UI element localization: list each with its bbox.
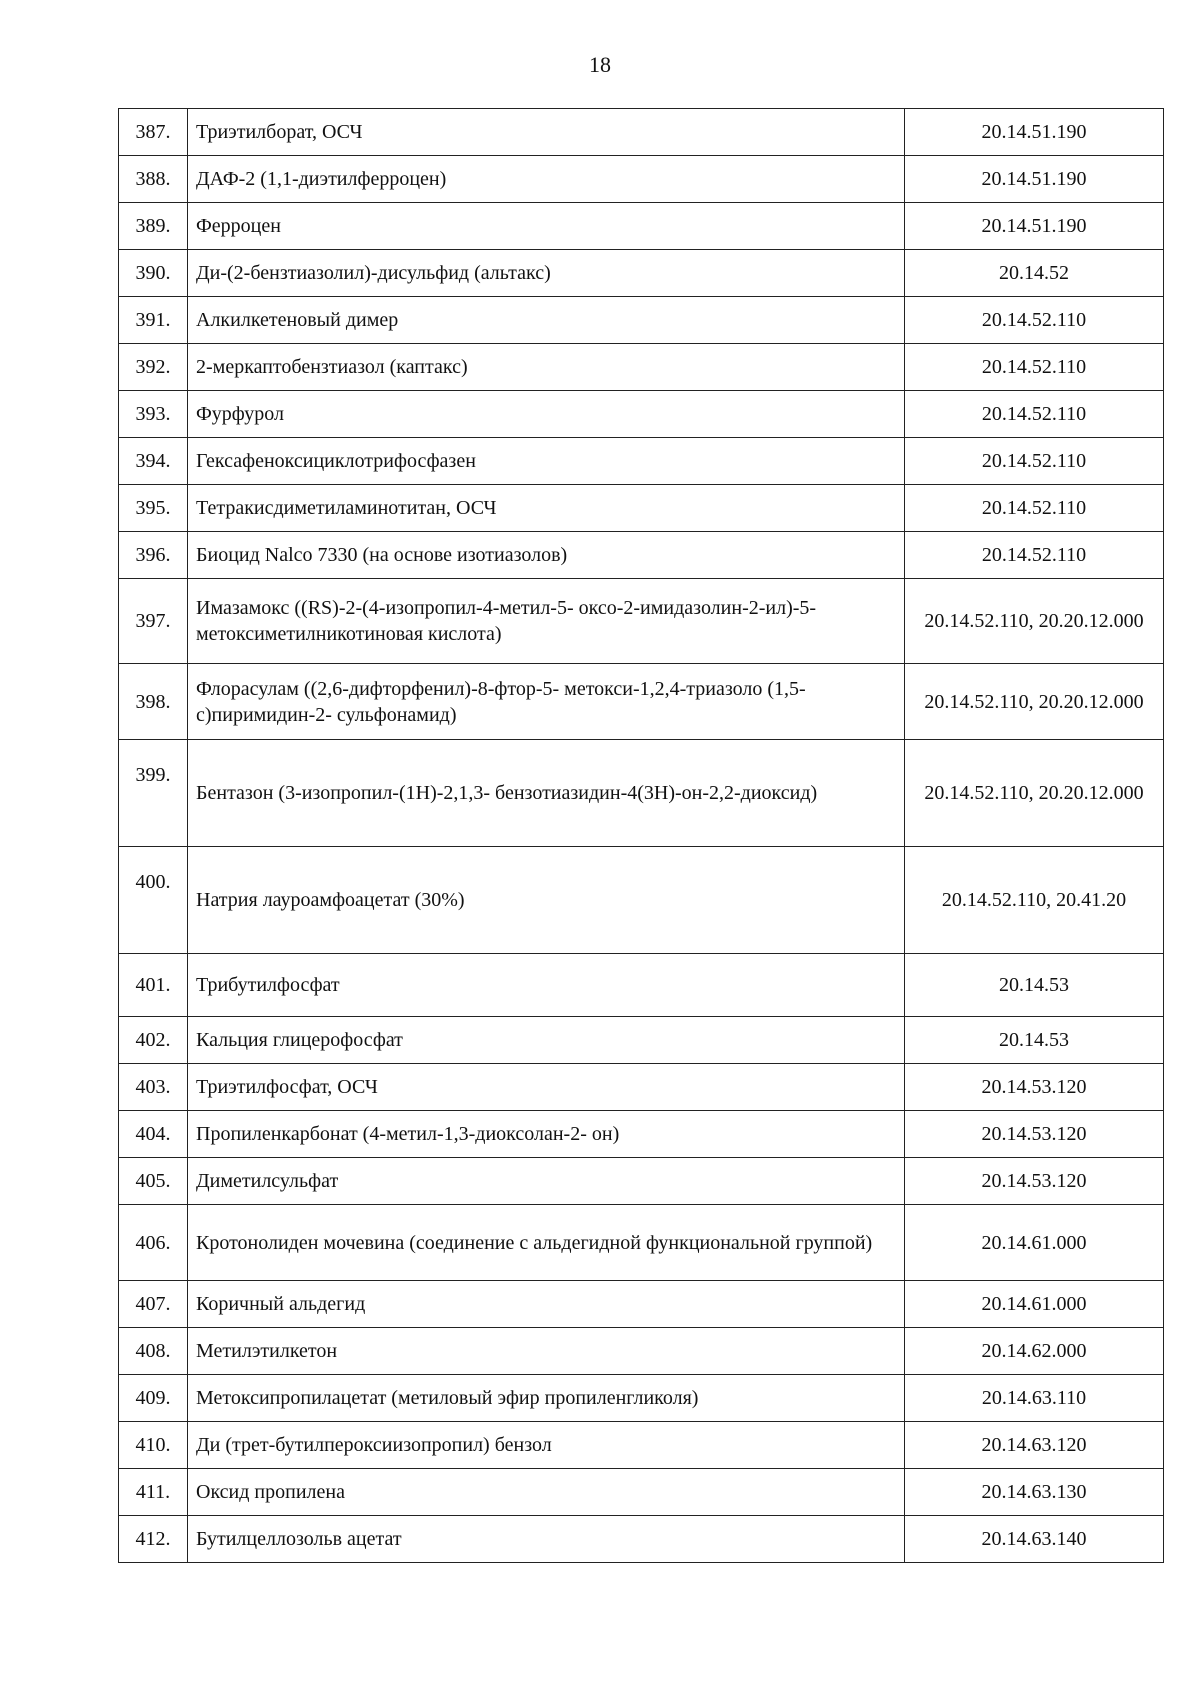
row-number: 396. xyxy=(119,532,188,579)
okpd-code: 20.14.53 xyxy=(905,1017,1164,1064)
substance-name: Фурфурол xyxy=(188,391,905,438)
table-row xyxy=(119,740,1164,847)
table-row xyxy=(119,847,1164,954)
substance-name: Триэтилборат, ОСЧ xyxy=(188,109,905,156)
table-row xyxy=(119,391,1164,438)
table-row xyxy=(119,532,1164,579)
table-row xyxy=(119,579,1164,664)
substance-name: Диметилсульфат xyxy=(188,1158,905,1205)
row-number: 401. xyxy=(119,954,188,1017)
okpd-code: 20.14.53.120 xyxy=(905,1064,1164,1111)
substance-name: Ди (трет-бутилпероксиизопропил) бензол xyxy=(188,1422,905,1469)
row-number: 408. xyxy=(119,1328,188,1375)
table-row xyxy=(119,1422,1164,1469)
substance-name: Биоцид Nalco 7330 (на основе изотиазолов) xyxy=(188,532,905,579)
row-number: 391. xyxy=(119,297,188,344)
table-row xyxy=(119,297,1164,344)
substance-name: Бентазон (3-изопропил-(1Н)-2,1,3- бензотиазидин-4(3Н)-он-2,2-диоксид) xyxy=(188,740,905,847)
table-row xyxy=(119,438,1164,485)
table-row xyxy=(119,485,1164,532)
substance-name: Ди-(2-бензтиазолил)-дисульфид (альтакс) xyxy=(188,250,905,297)
okpd-code: 20.14.52.110 xyxy=(905,485,1164,532)
substance-name: Ферроцен xyxy=(188,203,905,250)
row-number: 387. xyxy=(119,109,188,156)
table-row xyxy=(119,1158,1164,1205)
okpd-code: 20.14.52.110 xyxy=(905,438,1164,485)
okpd-code: 20.14.63.130 xyxy=(905,1469,1164,1516)
okpd-code: 20.14.53.120 xyxy=(905,1111,1164,1158)
row-number: 400. xyxy=(119,847,188,954)
table-row xyxy=(119,203,1164,250)
table-row xyxy=(119,250,1164,297)
okpd-code: 20.14.52.110, 20.20.12.000 xyxy=(905,579,1164,664)
row-number: 393. xyxy=(119,391,188,438)
substance-name: Коричный альдегид xyxy=(188,1281,905,1328)
table-row xyxy=(119,156,1164,203)
row-number: 394. xyxy=(119,438,188,485)
okpd-code: 20.14.52.110 xyxy=(905,297,1164,344)
row-number: 409. xyxy=(119,1375,188,1422)
substance-name: Гексафеноксициклотрифосфазен xyxy=(188,438,905,485)
row-number: 406. xyxy=(119,1205,188,1281)
okpd-code: 20.14.51.190 xyxy=(905,156,1164,203)
row-number: 403. xyxy=(119,1064,188,1111)
substance-name: Триэтилфосфат, ОСЧ xyxy=(188,1064,905,1111)
okpd-code: 20.14.61.000 xyxy=(905,1205,1164,1281)
substances-table xyxy=(118,108,1164,1563)
row-number: 398. xyxy=(119,664,188,740)
table-row xyxy=(119,1281,1164,1328)
okpd-code: 20.14.52.110, 20.20.12.000 xyxy=(905,664,1164,740)
substance-name: ДАФ-2 (1,1-диэтилферроцен) xyxy=(188,156,905,203)
table-row xyxy=(119,954,1164,1017)
table-row xyxy=(119,1375,1164,1422)
okpd-code: 20.14.61.000 xyxy=(905,1281,1164,1328)
okpd-code: 20.14.52.110 xyxy=(905,391,1164,438)
substance-name: Трибутилфосфат xyxy=(188,954,905,1017)
row-number: 411. xyxy=(119,1469,188,1516)
substance-name: Натрия лауроамфоацетат (30%) xyxy=(188,847,905,954)
okpd-code: 20.14.52 xyxy=(905,250,1164,297)
substance-name: Оксид пропилена xyxy=(188,1469,905,1516)
table-row xyxy=(119,1516,1164,1563)
row-number: 397. xyxy=(119,579,188,664)
okpd-code: 20.14.52.110, 20.41.20 xyxy=(905,847,1164,954)
okpd-code: 20.14.51.190 xyxy=(905,203,1164,250)
substance-name: Бутилцеллозольв ацетат xyxy=(188,1516,905,1563)
substance-name: Имазамокс ((RS)-2-(4-изопропил-4-метил-5- оксо-2-имидазолин-2-ил)-5-метоксиметилникотиновая кислота) xyxy=(188,579,905,664)
substance-name: Флорасулам ((2,6-дифторфенил)-8-фтор-5- метокси-1,2,4-триазоло (1,5-с)пиримидин-2- сульфонамид) xyxy=(188,664,905,740)
table-row xyxy=(119,1111,1164,1158)
okpd-code: 20.14.63.120 xyxy=(905,1422,1164,1469)
okpd-code: 20.14.62.000 xyxy=(905,1328,1164,1375)
substance-name: Кальция глицерофосфат xyxy=(188,1017,905,1064)
okpd-code: 20.14.63.110 xyxy=(905,1375,1164,1422)
row-number: 395. xyxy=(119,485,188,532)
table-row xyxy=(119,1328,1164,1375)
okpd-code: 20.14.51.190 xyxy=(905,109,1164,156)
table-row xyxy=(119,1064,1164,1111)
table-row xyxy=(119,1469,1164,1516)
substance-name: Пропиленкарбонат (4-метил-1,3-диоксолан-2- он) xyxy=(188,1111,905,1158)
row-number: 412. xyxy=(119,1516,188,1563)
substance-name: 2-меркаптобензтиазол (каптакс) xyxy=(188,344,905,391)
row-number: 392. xyxy=(119,344,188,391)
row-number: 389. xyxy=(119,203,188,250)
substance-name: Алкилкетеновый димер xyxy=(188,297,905,344)
okpd-code: 20.14.53.120 xyxy=(905,1158,1164,1205)
row-number: 402. xyxy=(119,1017,188,1064)
substance-name: Кротонолиден мочевина (соединение с альдегидной функциональной группой) xyxy=(188,1205,905,1281)
page-number: 18 xyxy=(589,52,611,77)
okpd-code: 20.14.63.140 xyxy=(905,1516,1164,1563)
okpd-code: 20.14.52.110 xyxy=(905,344,1164,391)
table-row xyxy=(119,109,1164,156)
row-number: 407. xyxy=(119,1281,188,1328)
substance-name: Метоксипропилацетат (метиловый эфир пропиленгликоля) xyxy=(188,1375,905,1422)
table-row xyxy=(119,1205,1164,1281)
row-number: 404. xyxy=(119,1111,188,1158)
row-number: 405. xyxy=(119,1158,188,1205)
row-number: 399. xyxy=(119,740,188,847)
row-number: 410. xyxy=(119,1422,188,1469)
substance-name: Тетракисдиметиламинотитан, ОСЧ xyxy=(188,485,905,532)
okpd-code: 20.14.53 xyxy=(905,954,1164,1017)
row-number: 390. xyxy=(119,250,188,297)
row-number: 388. xyxy=(119,156,188,203)
substance-name: Метилэтилкетон xyxy=(188,1328,905,1375)
table-row xyxy=(119,664,1164,740)
table-row xyxy=(119,344,1164,391)
okpd-code: 20.14.52.110 xyxy=(905,532,1164,579)
table-row xyxy=(119,1017,1164,1064)
okpd-code: 20.14.52.110, 20.20.12.000 xyxy=(905,740,1164,847)
